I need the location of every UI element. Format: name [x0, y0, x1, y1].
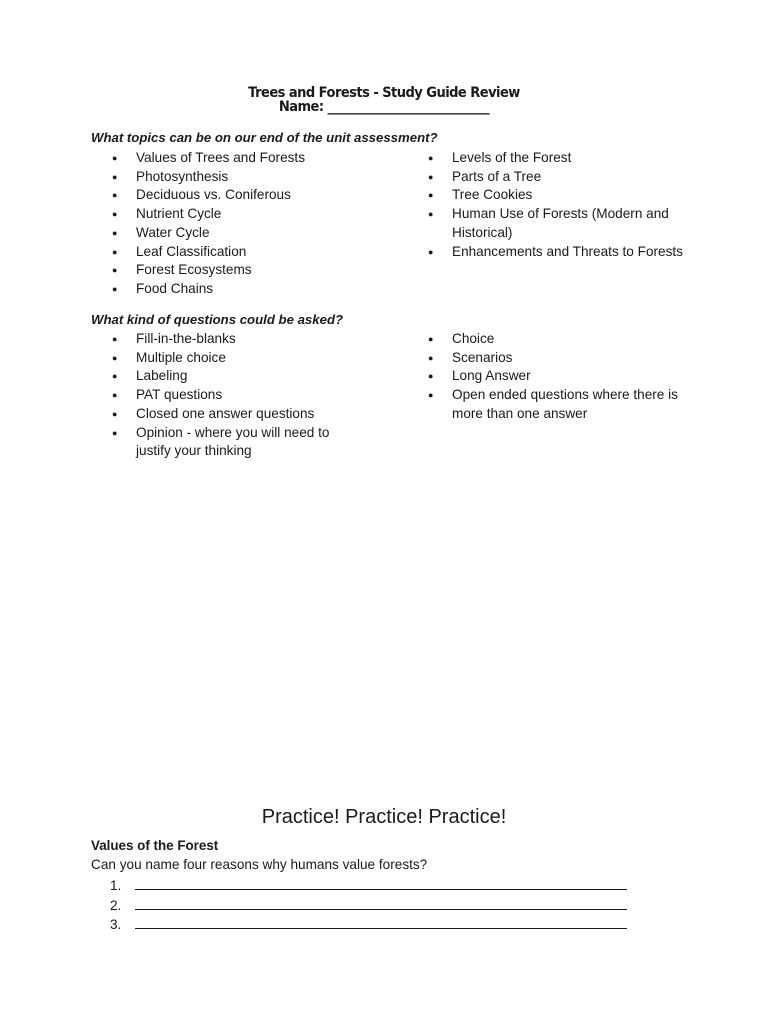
questions-list-right	[428, 330, 686, 424]
list-item: ● Enhancements and Threats to Forests	[428, 243, 686, 262]
list-item: ● Values of Trees and Forests	[112, 149, 402, 168]
list-item: ● Closed one answer questions	[112, 405, 362, 424]
practice-question: Can you name four reasons why humans value forests?	[91, 857, 428, 872]
values-subheading: Values of the Forest	[91, 838, 219, 853]
list-item: ● Labeling	[112, 367, 362, 386]
list-item: ● Open ended questions where there is more than one answer	[428, 386, 686, 423]
list-item: ● Multiple choice	[112, 349, 362, 368]
list-item: ● Nutrient Cycle	[112, 205, 402, 224]
list-item: ● Food Chains	[112, 280, 402, 299]
topics-list-left	[112, 149, 402, 299]
list-item: ● Deciduous vs. Coniferous	[112, 186, 402, 205]
list-item: ● Leaf Classification	[112, 243, 402, 262]
answer-number: 3.	[110, 917, 122, 933]
title-block	[0, 86, 768, 114]
list-item: ● Human Use of Forests (Modern and Historical)	[428, 205, 686, 242]
list-item: ● Opinion - where you will need to justify your thinking	[112, 424, 362, 461]
questions-list-left	[112, 330, 362, 461]
list-item: ● Forest Ecosystems	[112, 261, 402, 280]
page-title: Trees and Forests - Study Guide Review	[248, 85, 520, 101]
topics-list-right	[428, 149, 686, 261]
list-item: ● Parts of a Tree	[428, 168, 686, 187]
practice-title: Practice! Practice! Practice!	[261, 806, 507, 828]
questions-heading: What kind of questions could be asked?	[91, 312, 344, 327]
name-line: Name: ___________________________	[278, 99, 490, 115]
answer-line	[110, 896, 627, 916]
answer-lines	[110, 876, 627, 935]
answer-number: 1.	[110, 878, 122, 893]
list-item: ● PAT questions	[112, 386, 362, 405]
answer-line	[110, 915, 627, 935]
list-item: ● Choice	[428, 330, 686, 349]
answer-line	[110, 876, 627, 896]
answer-number: 2.	[110, 897, 122, 913]
answer-blank[interactable]	[135, 876, 627, 890]
list-item: ● Photosynthesis	[112, 168, 402, 187]
topics-heading: What topics can be on our end of the unit assessment?	[91, 130, 438, 145]
list-item: ● Fill-in-the-blanks	[112, 330, 362, 349]
list-item: ● Water Cycle	[112, 224, 402, 243]
answer-blank[interactable]	[135, 915, 627, 929]
list-item: ● Tree Cookies	[428, 186, 686, 205]
answer-blank[interactable]	[135, 896, 627, 910]
list-item: ● Scenarios	[428, 349, 686, 368]
list-item: ● Levels of the Forest	[428, 149, 686, 168]
list-item: ● Long Answer	[428, 367, 686, 386]
